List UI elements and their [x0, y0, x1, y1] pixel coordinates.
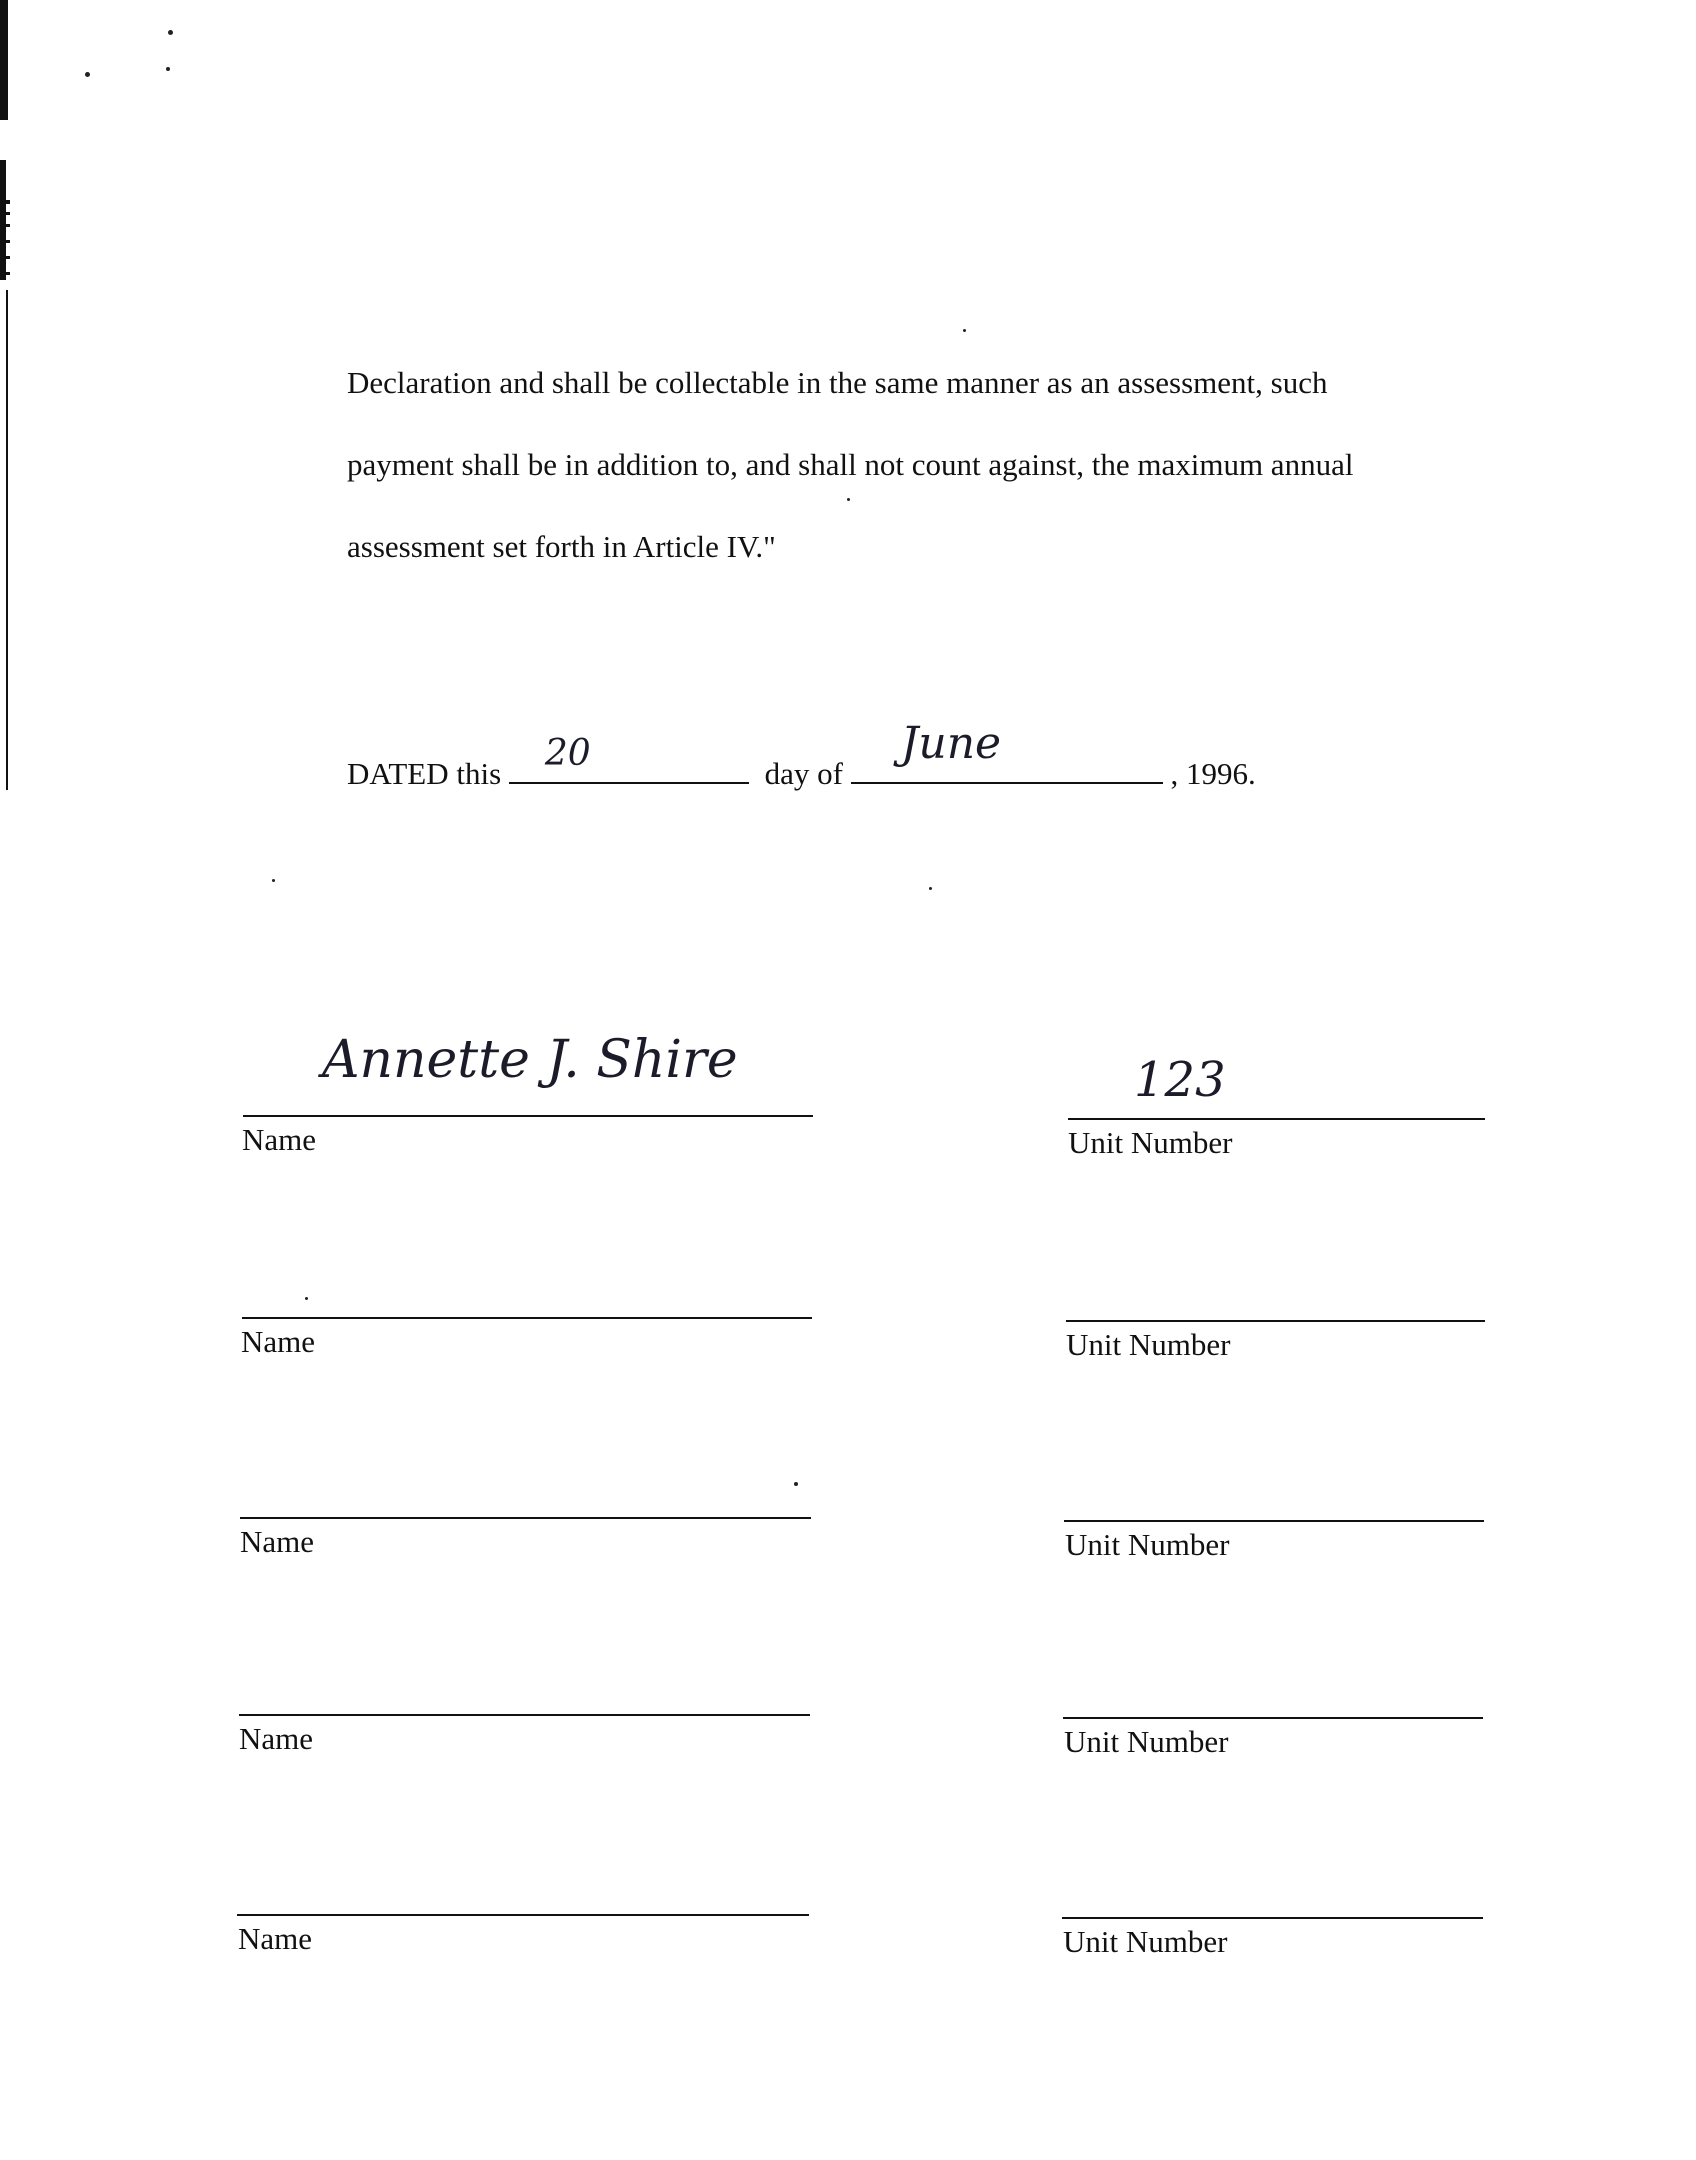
name-signature-line[interactable] — [242, 1317, 812, 1319]
dated-prefix: DATED this — [347, 756, 502, 791]
speck — [929, 887, 932, 890]
unit-number-label: Unit Number — [1066, 1327, 1231, 1362]
speck — [305, 1297, 308, 1300]
name-handwritten-signature: Annette J. Shire — [322, 1030, 738, 1090]
name-signature-line[interactable] — [240, 1517, 811, 1519]
scan-edge-artifact — [0, 0, 10, 2160]
unit-number-line[interactable] — [1062, 1917, 1483, 1919]
body-paragraph — [347, 342, 1467, 588]
name-label: Name — [242, 1122, 317, 1157]
paragraph-line: assessment set forth in Article IV." — [347, 529, 776, 564]
paragraph-line: Declaration and shall be collectable in the same manner as an assessment, such — [347, 365, 1328, 400]
dated-line — [347, 718, 1256, 792]
unit-number-line[interactable] — [1068, 1118, 1485, 1120]
day-handwritten-value: 20 — [544, 733, 591, 774]
unit-number-line[interactable] — [1064, 1520, 1484, 1522]
name-label: Name — [239, 1721, 314, 1756]
speck — [85, 72, 90, 77]
unit-number-label: Unit Number — [1063, 1924, 1228, 1959]
speck — [794, 1482, 798, 1486]
unit-number-label: Unit Number — [1068, 1125, 1233, 1160]
month-handwritten-value: June — [900, 718, 1002, 769]
speck — [963, 329, 966, 332]
paragraph-line: payment shall be in addition to, and shall not count against, the maximum annual — [347, 447, 1354, 482]
unit-handwritten-value: 123 — [1134, 1052, 1226, 1108]
unit-number-label: Unit Number — [1064, 1724, 1229, 1759]
dated-suffix: , 1996. — [1170, 756, 1256, 791]
name-signature-line[interactable] — [237, 1914, 809, 1916]
name-label: Name — [238, 1921, 313, 1956]
day-field[interactable] — [509, 733, 749, 784]
name-label: Name — [240, 1524, 315, 1559]
unit-number-label: Unit Number — [1065, 1527, 1230, 1562]
dated-middle: day of — [764, 756, 843, 791]
name-signature-line[interactable] — [243, 1115, 813, 1117]
unit-number-line[interactable] — [1063, 1717, 1483, 1719]
name-signature-line[interactable] — [239, 1714, 810, 1716]
speck — [272, 879, 275, 882]
name-label: Name — [241, 1324, 316, 1359]
speck — [166, 67, 170, 71]
unit-number-line[interactable] — [1066, 1320, 1485, 1322]
speck — [168, 30, 173, 35]
month-field[interactable] — [851, 718, 1163, 784]
